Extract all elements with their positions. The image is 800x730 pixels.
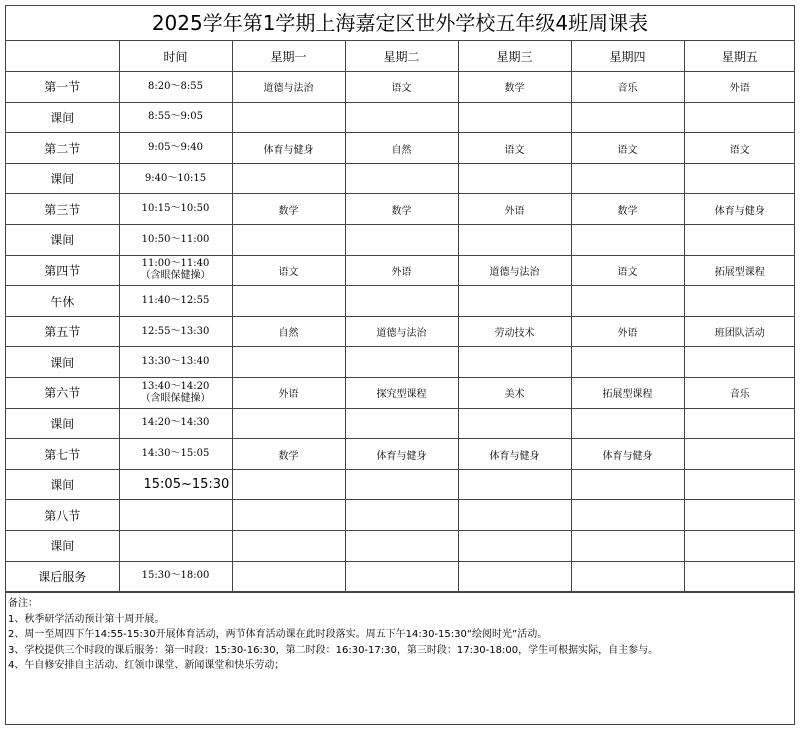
period-time xyxy=(119,439,232,470)
period-time xyxy=(119,194,232,225)
subject-cell-fri: 拓展型课程 xyxy=(684,255,795,286)
note-line: 2、周一至周四下午14:55-15:30开展体育活动，两节体育活动课在此时段落实。周五下午14:30-15:30“绘阅时光”活动。 xyxy=(8,629,548,641)
subject-cell-wed xyxy=(458,500,571,531)
period-time xyxy=(119,469,232,500)
subject-cell-thu xyxy=(571,531,684,562)
subject-cell-mon xyxy=(232,500,345,531)
time-range: 8:55～9:05 xyxy=(148,111,203,123)
subject-cell-wed xyxy=(458,561,571,592)
period-label: 课间 xyxy=(6,469,119,500)
page-title: 2025学年第1学期上海嘉定区世外学校五年级4班周课表 xyxy=(6,6,794,41)
subject-cell-wed xyxy=(458,225,571,256)
schedule-row xyxy=(6,72,795,103)
subject-cell-thu: 拓展型课程 xyxy=(571,378,684,409)
period-label: 第七节 xyxy=(6,439,119,470)
subject-cell-tue: 语文 xyxy=(345,72,458,103)
schedule-row xyxy=(6,561,795,592)
schedule-row xyxy=(6,133,795,164)
header-time: 时间 xyxy=(119,41,232,72)
subject-cell-mon xyxy=(232,286,345,317)
subject-cell-fri: 体育与健身 xyxy=(684,194,795,225)
schedule-sheet xyxy=(5,5,795,725)
period-label: 课间 xyxy=(6,408,119,439)
subject-cell-thu xyxy=(571,408,684,439)
schedule-row xyxy=(6,286,795,317)
period-label: 课间 xyxy=(6,163,119,194)
subject-cell-tue xyxy=(345,469,458,500)
period-time xyxy=(119,286,232,317)
period-time xyxy=(119,255,232,286)
time-note: （含眼保健操） xyxy=(140,270,211,282)
schedule-table xyxy=(6,41,795,592)
schedule-row xyxy=(6,531,795,562)
note-line: 1、秋季研学活动预计第十周开展。 xyxy=(8,613,165,625)
schedule-row xyxy=(6,102,795,133)
subject-cell-mon xyxy=(232,163,345,194)
time-range: 9:40～10:15 xyxy=(144,172,207,184)
time-range: 11:40～12:55 xyxy=(141,295,210,307)
period-label: 课间 xyxy=(6,347,119,378)
period-label: 第五节 xyxy=(6,316,119,347)
subject-cell-fri xyxy=(684,561,795,592)
subject-cell-fri xyxy=(684,531,795,562)
period-label: 第二节 xyxy=(6,133,119,164)
period-time xyxy=(119,347,232,378)
subject-cell-tue: 外语 xyxy=(345,255,458,286)
time-range: 9:05～9:40 xyxy=(148,142,203,154)
subject-cell-fri: 音乐 xyxy=(684,378,795,409)
subject-cell-fri: 语文 xyxy=(684,133,795,164)
subject-cell-tue xyxy=(345,531,458,562)
time-range: 15:05~15:30 xyxy=(143,476,230,492)
header-fri: 星期五 xyxy=(684,41,795,72)
header-tue: 星期二 xyxy=(345,41,458,72)
period-time xyxy=(119,408,232,439)
subject-cell-tue: 自然 xyxy=(345,133,458,164)
header-wed: 星期三 xyxy=(458,41,571,72)
subject-cell-thu xyxy=(571,286,684,317)
schedule-row xyxy=(6,378,795,409)
subject-cell-thu: 体育与健身 xyxy=(571,439,684,470)
subject-cell-wed xyxy=(458,102,571,133)
subject-cell-fri xyxy=(684,439,795,470)
subject-cell-mon: 语文 xyxy=(232,255,345,286)
schedule-row xyxy=(6,469,795,500)
time-range: 14:30～15:05 xyxy=(141,448,210,460)
period-label: 第八节 xyxy=(6,500,119,531)
subject-cell-thu: 语文 xyxy=(571,133,684,164)
schedule-row xyxy=(6,408,795,439)
subject-cell-mon xyxy=(232,347,345,378)
period-label: 课后服务 xyxy=(6,561,119,592)
subject-cell-wed xyxy=(458,408,571,439)
subject-cell-thu xyxy=(571,163,684,194)
time-range: 15:30～18:00 xyxy=(141,570,210,582)
period-time xyxy=(119,72,232,103)
schedule-body xyxy=(6,41,795,592)
subject-cell-tue: 探究型课程 xyxy=(345,378,458,409)
subject-cell-fri: 外语 xyxy=(684,72,795,103)
subject-cell-mon xyxy=(232,225,345,256)
subject-cell-wed: 外语 xyxy=(458,194,571,225)
subject-cell-mon xyxy=(232,469,345,500)
time-range: 12:55～13:30 xyxy=(141,325,210,337)
header-mon: 星期一 xyxy=(232,41,345,72)
subject-cell-wed: 劳动技术 xyxy=(458,316,571,347)
note-line: 4、午自修安排自主活动、红领巾课堂、新闻课堂和快乐劳动； xyxy=(8,660,285,672)
note-line: 3、学校提供三个时段的课后服务：第一时段：15:30-16:30，第二时段：16:30-17:30，第三时段：17:30-18:00，学生可根据实际，自主参与。 xyxy=(8,644,659,656)
subject-cell-mon: 道德与法治 xyxy=(232,72,345,103)
subject-cell-wed: 体育与健身 xyxy=(458,439,571,470)
period-time xyxy=(119,133,232,164)
subject-cell-wed xyxy=(458,286,571,317)
period-time xyxy=(119,316,232,347)
subject-cell-tue xyxy=(345,500,458,531)
subject-cell-tue xyxy=(345,408,458,439)
period-label: 课间 xyxy=(6,225,119,256)
subject-cell-tue: 道德与法治 xyxy=(345,316,458,347)
notes-heading: 备注： xyxy=(8,598,38,610)
time-range: 13:40～14:20 xyxy=(141,380,210,392)
subject-cell-fri xyxy=(684,225,795,256)
subject-cell-thu xyxy=(571,561,684,592)
subject-cell-wed: 数学 xyxy=(458,72,571,103)
subject-cell-wed xyxy=(458,531,571,562)
subject-cell-tue: 体育与健身 xyxy=(345,439,458,470)
time-range: 10:15～10:50 xyxy=(141,203,210,215)
subject-cell-mon: 数学 xyxy=(232,439,345,470)
period-label: 午休 xyxy=(6,286,119,317)
schedule-row xyxy=(6,347,795,378)
subject-cell-thu xyxy=(571,500,684,531)
subject-cell-wed xyxy=(458,163,571,194)
time-range: 11:00～11:40 xyxy=(141,258,210,270)
schedule-row xyxy=(6,500,795,531)
period-time xyxy=(119,561,232,592)
period-label: 课间 xyxy=(6,531,119,562)
subject-cell-mon: 自然 xyxy=(232,316,345,347)
time-range: 10:50～11:00 xyxy=(141,233,210,245)
subject-cell-tue: 数学 xyxy=(345,194,458,225)
schedule-row xyxy=(6,316,795,347)
period-time xyxy=(119,531,232,562)
subject-cell-mon xyxy=(232,408,345,439)
subject-cell-wed: 美术 xyxy=(458,378,571,409)
period-label: 第六节 xyxy=(6,378,119,409)
header-thu: 星期四 xyxy=(571,41,684,72)
subject-cell-fri: 班团队活动 xyxy=(684,316,795,347)
subject-cell-thu: 数学 xyxy=(571,194,684,225)
subject-cell-tue xyxy=(345,225,458,256)
period-time xyxy=(119,163,232,194)
subject-cell-wed: 道德与法治 xyxy=(458,255,571,286)
subject-cell-tue xyxy=(345,561,458,592)
schedule-row xyxy=(6,439,795,470)
subject-cell-mon: 数学 xyxy=(232,194,345,225)
subject-cell-thu xyxy=(571,102,684,133)
period-label: 第三节 xyxy=(6,194,119,225)
subject-cell-thu xyxy=(571,469,684,500)
subject-cell-mon xyxy=(232,531,345,562)
subject-cell-fri xyxy=(684,163,795,194)
schedule-row xyxy=(6,255,795,286)
subject-cell-wed xyxy=(458,469,571,500)
subject-cell-fri xyxy=(684,347,795,378)
subject-cell-wed xyxy=(458,347,571,378)
subject-cell-mon xyxy=(232,102,345,133)
subject-cell-mon: 体育与健身 xyxy=(232,133,345,164)
time-range: 13:30～13:40 xyxy=(141,356,210,368)
subject-cell-thu xyxy=(571,225,684,256)
subject-cell-thu: 语文 xyxy=(571,255,684,286)
header-row xyxy=(6,41,795,72)
period-time xyxy=(119,378,232,409)
subject-cell-thu: 音乐 xyxy=(571,72,684,103)
notes-section xyxy=(6,592,794,708)
period-time xyxy=(119,102,232,133)
period-label: 第一节 xyxy=(6,72,119,103)
subject-cell-mon: 外语 xyxy=(232,378,345,409)
schedule-row xyxy=(6,194,795,225)
subject-cell-tue xyxy=(345,163,458,194)
period-time xyxy=(119,225,232,256)
header-corner xyxy=(6,41,119,72)
subject-cell-thu: 外语 xyxy=(571,316,684,347)
schedule-row xyxy=(6,225,795,256)
schedule-row xyxy=(6,163,795,194)
subject-cell-fri xyxy=(684,469,795,500)
time-range: 8:20～8:55 xyxy=(148,80,203,92)
subject-cell-thu xyxy=(571,347,684,378)
subject-cell-tue xyxy=(345,102,458,133)
period-label: 课间 xyxy=(6,102,119,133)
subject-cell-tue xyxy=(345,286,458,317)
period-time xyxy=(119,500,232,531)
subject-cell-fri xyxy=(684,500,795,531)
subject-cell-mon xyxy=(232,561,345,592)
subject-cell-wed: 语文 xyxy=(458,133,571,164)
subject-cell-fri xyxy=(684,408,795,439)
time-note: （含眼保健操） xyxy=(140,392,211,404)
subject-cell-fri xyxy=(684,102,795,133)
subject-cell-fri xyxy=(684,286,795,317)
period-label: 第四节 xyxy=(6,255,119,286)
time-range: 14:20～14:30 xyxy=(141,417,210,429)
subject-cell-tue xyxy=(345,347,458,378)
